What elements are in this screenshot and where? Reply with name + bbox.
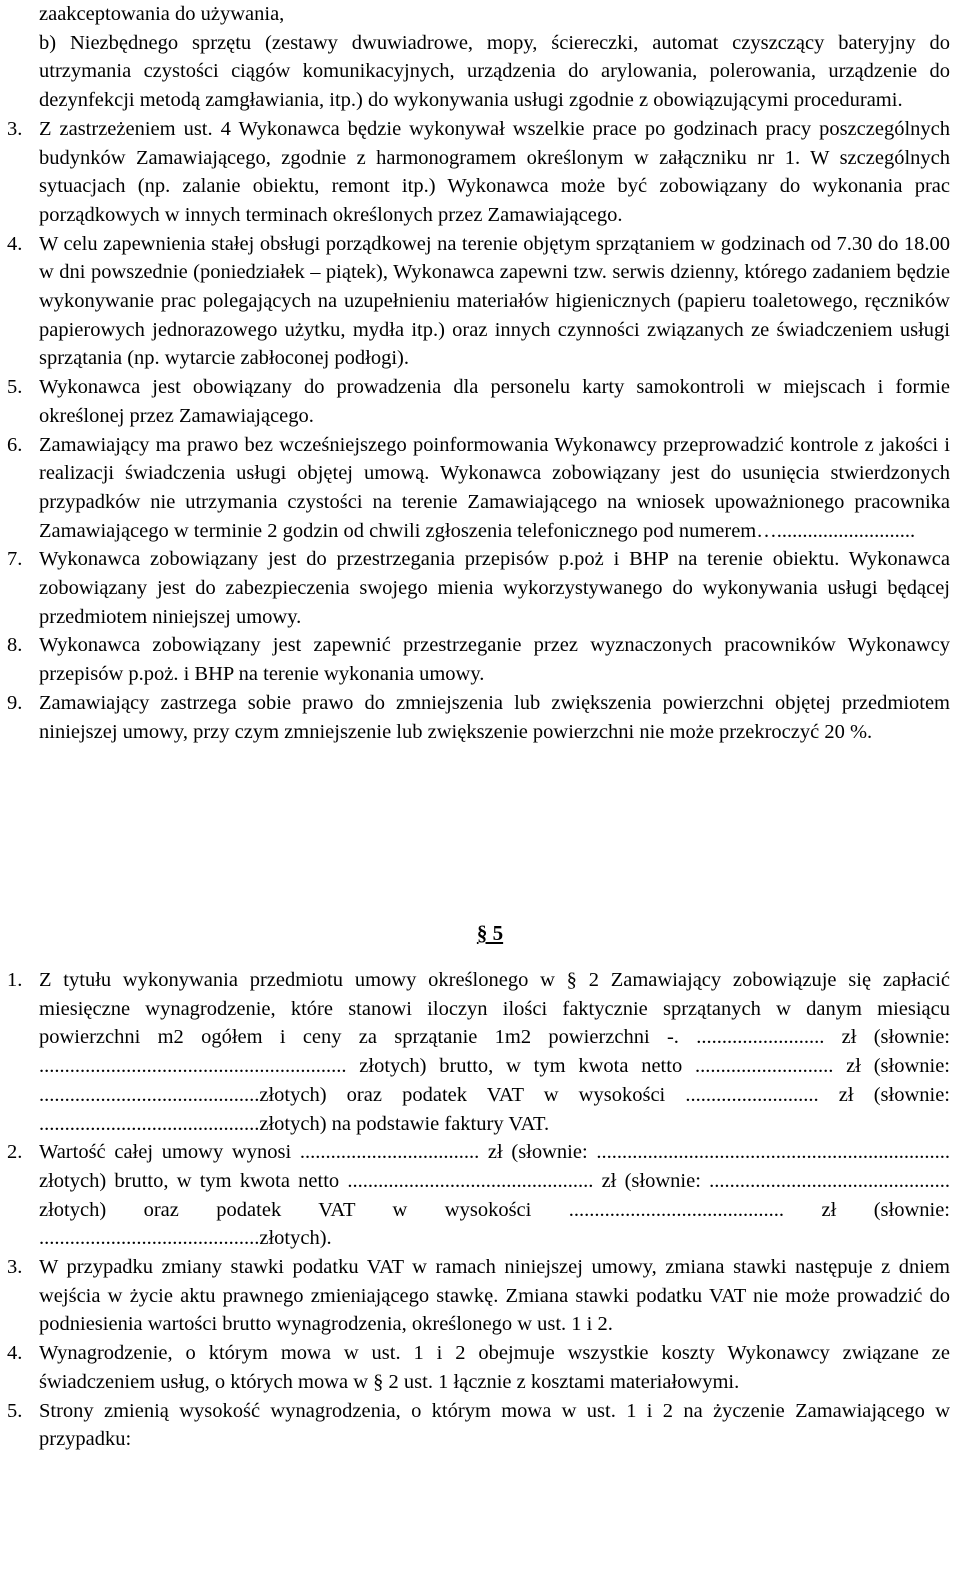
- item-number: 4.: [7, 1342, 23, 1365]
- item-number: 7.: [7, 548, 23, 571]
- numbered-item: [0, 1339, 960, 1396]
- numbered-item: [0, 1138, 960, 1253]
- subpoint-b: b) Niezbędnego sprzętu (zestawy dwuwiadrowe, mopy, ściereczki, automat czyszczący bateryjny do utrzymania czystości ciągów komunikacyjnych, urządzenia do arylowania, polerowania, urządzenie do dezynfekcji metodą zamgławiania, itp.) do wykonywania usługi zgodnie z obowiązującymi procedurami.: [39, 31, 950, 112]
- numbered-item: [0, 689, 960, 746]
- item-text: Wartość całej umowy wynosi ................................... zł (słownie: ..................................................................... złotych) brutto, w tym kwota netto ................................................ zł (słownie: ............................................... złotych) oraz podatek VAT w wysokości .......................................... zł (słownie: ...........................................złotych).: [39, 1141, 950, 1250]
- section-heading-text: § 5: [476, 921, 504, 945]
- contract-text-upper: [0, 0, 960, 746]
- numbered-item: [0, 631, 960, 688]
- numbered-item: [0, 373, 960, 430]
- numbered-item: [0, 230, 960, 374]
- numbered-item: [0, 966, 960, 1138]
- item-text: Wynagrodzenie, o którym mowa w ust. 1 i 2 obejmuje wszystkie koszty Wykonawcy związane ze świadczeniem usług, o których mowa w § 2 ust. 1 łącznie z kosztami materiałowymi.: [39, 1342, 950, 1393]
- item-text: Zamawiający zastrzega sobie prawo do zmniejszenia lub zwiększenia powierzchni objętej przedmiotem niniejszej umowy, przy czym zmniejszenie lub zwiększenie powierzchni nie może przekroczyć 20 %.: [39, 691, 950, 743]
- numbered-item: [0, 1253, 960, 1339]
- numbered-item: [0, 1397, 960, 1454]
- item-number: 1.: [7, 969, 23, 991]
- item-text: Strony zmienią wysokość wynagrodzenia, o którym mowa w ust. 1 i 2 na życzenie Zamawiającego w przypadku:: [39, 1399, 950, 1451]
- continuation-line: zaakceptowania do używania,: [39, 3, 285, 25]
- numbered-item: [0, 431, 960, 546]
- item-number: 9.: [7, 691, 23, 714]
- item-number: 5.: [7, 376, 23, 399]
- item-text: Z tytułu wykonywania przedmiotu umowy określonego w § 2 Zamawiający zobowiązuje się zapłacić miesięczne wynagrodzenie, które stanowi iloczyn ilości faktycznie sprzątanych w danym miesiącu powierzchni m2 ogółem i ceny za sprzątanie 1m2 powierzchni -. ......................... zł (słownie: ............................................................ złotych) brutto, w tym kwota netto ........................... zł (słownie: ...........................................złotych) oraz podatek VAT w wysokości .......................... zł (słownie: ...........................................złotych) na podstawie faktury VAT.: [39, 969, 950, 1135]
- item-text: Wykonawca jest obowiązany do prowadzenia dla personelu karty samokontroli w miejscach i formie określonej przez Zamawiającego.: [39, 376, 950, 427]
- numbered-item: [0, 115, 960, 230]
- contract-text-lower: [0, 966, 960, 1454]
- item-text: Zamawiający ma prawo bez wcześniejszego poinformowania Wykonawcy przeprowadzić kontrole z jakości i realizacji świadczenia usługi objętej umową. Wykonawca zobowiązany jest do usunięcia stwierdzonych przypadków nie utrzymania czystości na terenie Zamawiającego na wniosek upoważnionego pracownika Zamawiającego w terminie 2 godzin od chwili zgłoszenia telefonicznego pod numerem…...........................: [39, 433, 950, 542]
- item-text: W przypadku zmiany stawki podatku VAT w ramach niniejszej umowy, zmiana stawki następuje z dniem wejścia w życie aktu prawnego zmieniającego stawkę. Zmiana stawki podatku VAT nie może prowadzić do podniesienia wartości brutto wynagrodzenia, określonego w ust. 1 i 2.: [39, 1256, 950, 1336]
- item-number: 5.: [7, 1399, 23, 1422]
- numbered-item: [0, 545, 960, 631]
- item-text: Wykonawca zobowiązany jest zapewnić przestrzeganie przez wyznaczonych pracowników Wykonawcy przepisów p.poż. i BHP na terenie wykonania umowy.: [39, 634, 950, 686]
- section-heading: [0, 919, 960, 949]
- item-number: 8.: [7, 634, 23, 657]
- item-number: 6.: [7, 433, 23, 456]
- item-text: Wykonawca zobowiązany jest do przestrzegania przepisów p.poż i BHP na terenie obiektu. Wykonawca zobowiązany jest do zabezpieczenia swojego mienia wykorzystywanego do wykonywania usługi będącej przedmiotem niniejszej umowy.: [39, 548, 950, 628]
- item-number: 4.: [7, 232, 23, 255]
- item-text: W celu zapewnienia stałej obsługi porządkowej na terenie objętym sprzątaniem w godzinach od 7.30 do 18.00 w dni powszednie (poniedziałek – piątek), Wykonawca zapewni tzw. serwis dzienny, którego zadaniem będzie wykonywanie prac polegających na uzupełnieniu materiałów higienicznych (papieru toaletowego, ręczników papierowych jednorazowego użytku, mydła itp.) oraz innych czynności związanych ze świadczeniem usługi sprzątania (np. wytarcie zabłoconej podłogi).: [39, 232, 950, 370]
- item-number: 3.: [7, 1256, 23, 1279]
- item-text: Z zastrzeżeniem ust. 4 Wykonawca będzie wykonywał wszelkie prace po godzinach pracy poszczególnych budynków Zamawiającego, zgodnie z harmonogramem określonym w załączniku nr 1. W szczególnych sytuacjach (np. zalanie obiektu, remont itp.) Wykonawca może być zobowiązany do wykonania prac porządkowych w innych terminach określonych przez Zamawiającego.: [39, 117, 950, 226]
- item-number: 3.: [7, 117, 23, 140]
- item-number: 2.: [7, 1141, 23, 1164]
